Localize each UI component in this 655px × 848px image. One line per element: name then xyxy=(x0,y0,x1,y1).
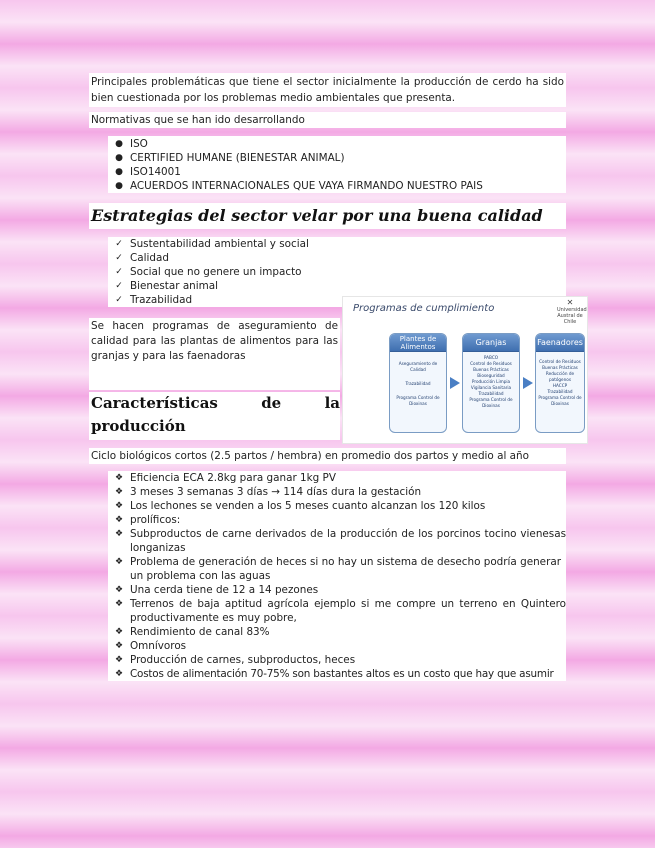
bullet-icon: ● xyxy=(115,139,123,149)
diamond-bullet-icon: ❖ xyxy=(114,501,124,511)
heading-word: la xyxy=(324,394,340,412)
column-header: Faenadores xyxy=(536,334,584,352)
list-item: ❖ Una cerda tiene de 12 a 14 pezones xyxy=(108,583,566,597)
list-item: ❖ Omnívoros xyxy=(108,639,566,653)
diagram-column xyxy=(389,333,447,433)
column-item: Trazabilidad xyxy=(478,391,504,396)
list-item: ❖ prolíficos: xyxy=(108,513,566,527)
diamond-bullet-icon: ❖ xyxy=(114,627,124,637)
column-item: Producción Limpia xyxy=(471,379,511,384)
column-item: Programa Control de Dioxinas xyxy=(469,397,513,408)
normativas-intro: Normativas que se han ido desarrollando xyxy=(89,112,566,128)
column-item: HACCP xyxy=(552,383,568,388)
diamond-bullet-icon: ❖ xyxy=(114,655,124,665)
column-item: Programa Control de Dioxinas xyxy=(396,395,440,406)
column-item: Control de Residuos xyxy=(539,359,581,364)
check-icon: ✓ xyxy=(115,281,123,291)
diagram-column xyxy=(535,333,585,433)
diagram-column xyxy=(462,333,520,433)
column-item: Buenas Prácticas xyxy=(473,367,509,372)
heading-word: de xyxy=(261,394,282,412)
arrow-right-icon xyxy=(523,377,533,389)
list-item: ❖ Producción de carnes, subproductos, heces xyxy=(108,653,566,667)
diamond-bullet-icon: ❖ xyxy=(114,599,124,609)
list-item: ❖ Subproductos de carne derivados de la producción de los porcinos tocino vienesas longanizas xyxy=(108,527,566,555)
bullet-icon: ● xyxy=(115,167,123,177)
column-header: Granjas xyxy=(463,334,519,352)
column-header: Plantes de Alimentos xyxy=(390,334,446,352)
diamond-bullet-icon: ❖ xyxy=(114,487,124,497)
caracteristicas-list xyxy=(108,471,566,681)
normativas-list xyxy=(108,136,566,193)
column-item: Buenas Prácticas xyxy=(542,365,578,370)
list-item: ❖ Los lechones se venden a los 5 meses cuanto alcanzan los 120 kilos xyxy=(108,499,566,513)
diamond-bullet-icon: ❖ xyxy=(114,515,124,525)
diamond-bullet-icon: ❖ xyxy=(114,557,124,567)
column-item: Bioseguridad xyxy=(477,373,505,378)
university-logo: ✕ Universidad Austral de Chile xyxy=(557,298,587,325)
logo-icon: ✕ xyxy=(566,298,574,307)
arrow-right-icon xyxy=(450,377,460,389)
programas-paragraph: Se hacen programas de aseguramiento de calidad para las plantas de alimentos para las granjas y para las faenadoras xyxy=(89,318,340,390)
diamond-bullet-icon: ❖ xyxy=(114,641,124,651)
column-item: Reducción de patógenos xyxy=(545,371,575,382)
intro-paragraph: Principales problemáticas que tiene el sector inicialmente la producción de cerdo ha sido bien cuestionada por los problemas medio ambientales que presenta. xyxy=(89,73,566,107)
list-item: ● ACUERDOS INTERNACIONALES QUE VAYA FIRMANDO NUESTRO PAIS xyxy=(108,179,566,193)
heading-word: producción xyxy=(91,417,186,435)
bullet-icon: ● xyxy=(115,153,123,163)
list-item: ❖ 3 meses 3 semanas 3 días → 114 días dura la gestación xyxy=(108,485,566,499)
column-item: Vigilancia Sanitaria xyxy=(470,385,512,390)
caracteristicas-intro: Ciclo biológicos cortos (2.5 partos / hembra) en promedio dos partos y medio al año xyxy=(89,448,566,464)
diagram-title: Programas de cumplimiento xyxy=(353,303,495,314)
column-item: Aseguramiento de Calidad xyxy=(398,361,438,372)
column-item: Control de Residuos xyxy=(470,361,512,366)
bullet-icon: ● xyxy=(115,181,123,191)
heading-word: Características xyxy=(91,394,218,412)
column-item: Trazabilidad xyxy=(547,389,573,394)
list-item: ● CERTIFIED HUMANE (BIENESTAR ANIMAL) xyxy=(108,151,566,165)
list-item: ✓ Social que no genere un impacto xyxy=(108,265,566,279)
list-item: ❖ Costos de alimentación 70-75% son bastantes altos es un costo que hay que asumir xyxy=(108,667,566,681)
column-item: PABCO xyxy=(483,355,499,360)
list-item: ✓ Bienestar animal xyxy=(108,279,566,293)
diamond-bullet-icon: ❖ xyxy=(114,473,124,483)
check-icon: ✓ xyxy=(115,267,123,277)
column-item: Trazabilidad xyxy=(405,381,431,386)
list-item: ✓ Trazabilidad xyxy=(108,293,566,307)
check-icon: ✓ xyxy=(115,295,123,305)
list-item: ● ISO xyxy=(108,137,566,151)
caracteristicas-heading xyxy=(89,392,340,440)
estrategias-heading: Estrategias del sector velar por una buena calidad xyxy=(89,203,566,229)
diamond-bullet-icon: ❖ xyxy=(114,529,124,539)
list-item: ❖ Rendimiento de canal 83% xyxy=(108,625,566,639)
list-item: ● ISO14001 xyxy=(108,165,566,179)
list-item: ❖ Problema de generación de heces si no hay un sistema de desecho podría generar un problema con las aguas xyxy=(108,555,566,583)
check-icon: ✓ xyxy=(115,239,123,249)
check-icon: ✓ xyxy=(115,253,123,263)
programas-cumplimiento-diagram xyxy=(342,296,588,444)
list-item: ✓ Sustentabilidad ambiental y social xyxy=(108,237,566,251)
list-item: ❖ Terrenos de baja aptitud agrícola ejemplo si me compre un terreno en Quintero productivamente es muy pobre, xyxy=(108,597,566,625)
column-item: Programa Control de Dioxinas xyxy=(538,395,582,406)
list-item: ❖ Eficiencia ECA 2.8kg para ganar 1kg PV xyxy=(108,471,566,485)
diamond-bullet-icon: ❖ xyxy=(114,669,124,679)
list-item: ✓ Calidad xyxy=(108,251,566,265)
diamond-bullet-icon: ❖ xyxy=(114,585,124,595)
